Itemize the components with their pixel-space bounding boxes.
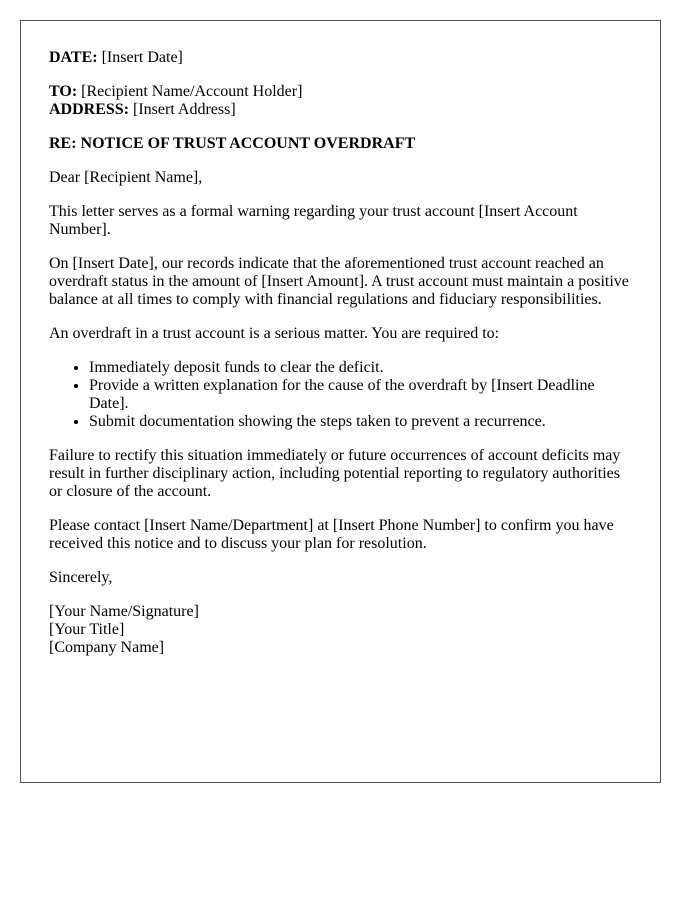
address-value: [Insert Address] <box>133 101 236 118</box>
paragraph-contact: Please contact [Insert Name/Department] at [Insert Phone Number] to confirm you have received this notice and to discuss your plan for resolution. <box>49 517 614 552</box>
date-label: DATE: <box>49 49 98 66</box>
signature-block <box>49 603 632 657</box>
requirements-list <box>49 359 632 431</box>
paragraph-details: On [Insert Date], our records indicate that the aforementioned trust account reached an overdraft status in the amount of [Insert Amount]. A trust account must maintain a positive balance at all times to comply with financial regulations and fiduciary responsibilities. <box>49 255 629 308</box>
address-label: ADDRESS: <box>49 101 130 118</box>
recipient-block <box>49 83 632 119</box>
paragraph-consequences: Failure to rectify this situation immediately or future occurrences of account deficits may result in further disciplinary action, including potential reporting to regulatory authorities or closure of the account. <box>49 447 621 500</box>
signature-name: [Your Name/Signature] <box>49 603 199 620</box>
signature-company: [Company Name] <box>49 639 165 656</box>
signoff: Sincerely, <box>49 569 113 586</box>
letter-document <box>20 20 661 783</box>
signature-title: [Your Title] <box>49 621 125 638</box>
to-value: [Recipient Name/Account Holder] <box>81 83 303 100</box>
subject-line <box>49 135 632 153</box>
salutation: Dear [Recipient Name], <box>49 169 203 186</box>
paragraph-requirements-intro: An overdraft in a trust account is a serious matter. You are required to: <box>49 325 500 342</box>
subject-text: RE: NOTICE OF TRUST ACCOUNT OVERDRAFT <box>49 135 416 152</box>
list-item: • Submit documentation showing the steps taken to prevent a recurrence. <box>89 413 632 431</box>
paragraph-intro: This letter serves as a formal warning regarding your trust account [Insert Account Number]. <box>49 203 578 238</box>
list-item: • Immediately deposit funds to clear the deficit. <box>89 359 632 377</box>
to-label: TO: <box>49 83 78 100</box>
date-line <box>49 49 632 67</box>
date-value: [Insert Date] <box>101 49 183 66</box>
list-item: • Provide a written explanation for the cause of the overdraft by [Insert Deadline Date]. <box>89 377 632 413</box>
